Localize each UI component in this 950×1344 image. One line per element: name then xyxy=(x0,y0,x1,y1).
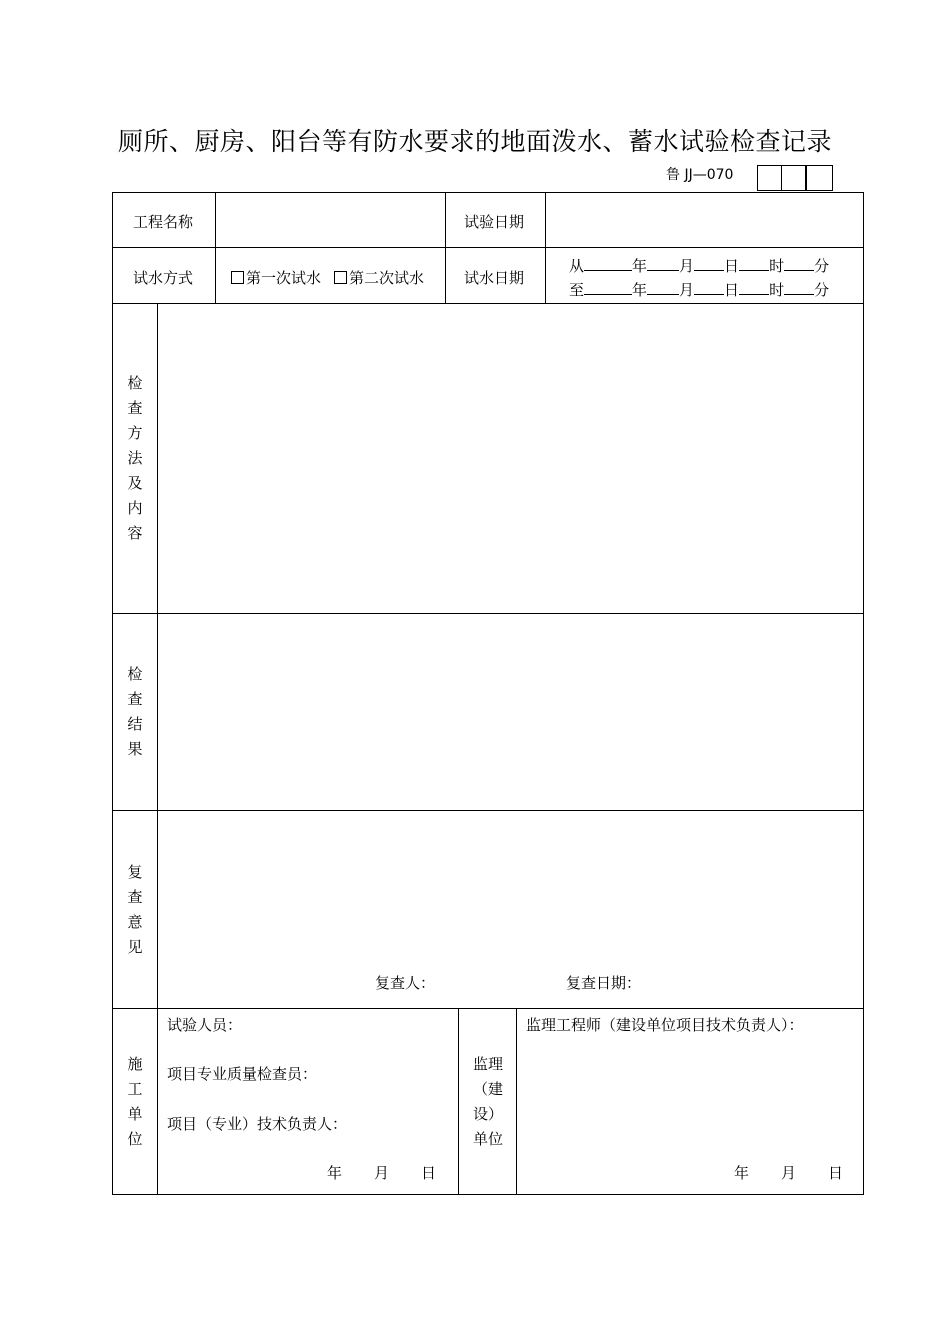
supervision-sign-date[interactable]: 年 月 日 xyxy=(734,1164,844,1182)
construction-sign-date[interactable]: 年 月 日 xyxy=(327,1164,437,1182)
code-box-1[interactable] xyxy=(757,165,782,191)
supervision-unit-label: 监理 （建 设） 单位 xyxy=(472,1055,503,1148)
review-field[interactable] xyxy=(158,811,863,961)
first-test-checkbox[interactable] xyxy=(231,271,244,284)
review-label: 复 查 意 见 xyxy=(127,863,143,956)
to-date-line[interactable]: 至 年 月 日 时 分 xyxy=(569,281,830,299)
form-code: 鲁 JJ—070 xyxy=(666,167,734,183)
code-box-3[interactable] xyxy=(806,165,833,191)
construction-unit-label: 施 工 单 位 xyxy=(127,1055,143,1148)
water-date-label: 试水日期 xyxy=(464,269,525,287)
test-date-label: 试验日期 xyxy=(464,213,525,231)
project-name-field[interactable] xyxy=(216,193,445,247)
page-title: 厕所、厨房、阳台等有防水要求的地面泼水、蓄水试验检查记录 xyxy=(117,127,832,156)
method-content-label: 检 查 方 法 及 内 容 xyxy=(127,374,143,542)
quality-inspector-label: 项目专业质量检查员： xyxy=(167,1065,318,1083)
method-content-field[interactable] xyxy=(158,304,863,613)
test-date-field[interactable] xyxy=(546,193,863,247)
first-test-option[interactable]: 第一次试水 xyxy=(231,267,321,288)
reviewer-label: 复查人： xyxy=(375,974,436,992)
method-label: 试水方式 xyxy=(133,269,194,287)
tech-leader-label: 项目（专业）技术负责人： xyxy=(167,1115,348,1133)
code-box-2[interactable] xyxy=(781,165,806,191)
result-field[interactable] xyxy=(158,614,863,810)
second-test-option[interactable]: 第二次试水 xyxy=(334,267,424,288)
review-date-label: 复查日期： xyxy=(566,974,642,992)
result-label: 检 查 结 果 xyxy=(127,665,143,758)
tester-label: 试验人员： xyxy=(167,1016,243,1034)
second-test-checkbox[interactable] xyxy=(334,271,347,284)
project-name-label: 工程名称 xyxy=(133,213,194,231)
from-date-line[interactable]: 从 年 月 日 时 分 xyxy=(569,257,830,275)
supervisor-label: 监理工程师（建设单位项目技术负责人）： xyxy=(526,1016,804,1034)
